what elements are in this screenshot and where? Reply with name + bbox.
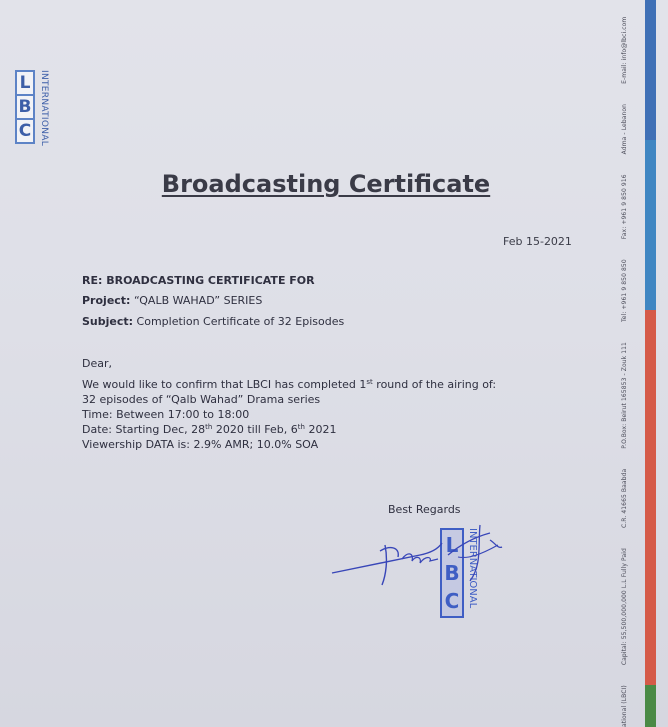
body-line-1a: We would like to confirm that LBCI has completed 1 [82, 378, 367, 391]
footer-pobox: P.O.Box: Beirut 165853 - Zouk 111 [621, 342, 628, 449]
logo-letter-b: B [18, 97, 32, 117]
footer-cr: C.R. 41665 Baabda [621, 468, 628, 529]
handwritten-signature [330, 515, 505, 595]
logo-international-label: INTERNATIONAL [39, 70, 49, 147]
stamp-international-label: INTERNATIONAL [467, 528, 478, 609]
stamp-letter-l: L [445, 533, 459, 557]
lbc-logo [15, 70, 51, 146]
page-title [0, 170, 652, 198]
stamp-letter-b: B [444, 561, 460, 585]
project-label: Project: [82, 294, 131, 307]
footer-contact-strip [621, 16, 633, 727]
footer-company: ational (LBCI) [621, 685, 628, 727]
color-bar-red [645, 310, 656, 685]
footer-tel: Tel: +961 9 850 850 [621, 259, 628, 322]
body-line-4-sup2: th [297, 423, 305, 431]
greeting: Dear, [82, 357, 112, 370]
subject-line [82, 315, 344, 329]
body-line-4-sup1: th [205, 423, 213, 431]
logo-box [15, 70, 35, 144]
color-bar-blue [645, 140, 656, 310]
logo-letter-c: C [18, 121, 32, 141]
logo-side-text [37, 70, 51, 147]
body-line-1-sup: st [366, 378, 373, 386]
re-line: RE: BROADCASTING CERTIFICATE FOR [82, 274, 315, 287]
footer-email: E-mail: info@lbci.com [621, 16, 628, 84]
color-bar-dark-blue [645, 0, 656, 140]
body-line-4a: Date: Starting Dec, 28 [82, 423, 206, 436]
footer-address: Adma - Lebanon [621, 103, 628, 155]
body-line-5: Viewership DATA is: 2.9% AMR; 10.0% SOA [82, 438, 319, 451]
footer-capital: Capital: 55,500,000,000 L.L Fully Paid [621, 548, 628, 666]
subject-value: Completion Certificate of 32 Episodes [136, 315, 345, 328]
letter-date: Feb 15-2021 [503, 235, 572, 248]
subject-label: Subject: [82, 315, 134, 328]
color-bar-green [645, 685, 656, 727]
letter-body [82, 377, 496, 452]
body-line-4 [82, 422, 496, 437]
body-line-2: 32 episodes of “Qalb Wahad” Drama series [82, 393, 321, 406]
body-line-4b: 2020 till Feb, 6 [212, 423, 298, 436]
project-line [82, 294, 262, 308]
body-line-4c: 2021 [304, 423, 337, 436]
footer-fax: Fax: +961 9 850 916 [621, 174, 628, 240]
body-line-1b: round of the airing of: [372, 378, 497, 391]
stamp-letter-c: C [444, 589, 460, 613]
project-value: “QALB WAHAD” SERIES [133, 294, 263, 307]
body-line-3: Time: Between 17:00 to 18:00 [82, 408, 250, 421]
title-text: Broadcasting Certificate [161, 170, 491, 198]
body-line-1 [82, 377, 496, 392]
closing: Best Regards [388, 503, 461, 516]
logo-letter-l: L [17, 72, 33, 94]
